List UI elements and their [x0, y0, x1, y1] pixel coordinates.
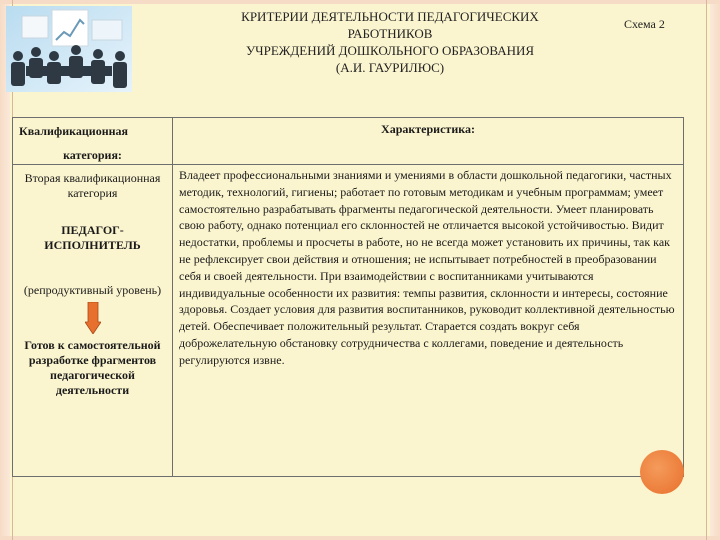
criteria-table: [12, 117, 684, 477]
title-line-3: УЧРЕЖДЕНИЙ ДОШКОЛЬНОГО ОБРАЗОВАНИЯ: [245, 43, 535, 58]
characteristic-cell: Владеет профессиональными знаниями и умениями в области дошкольной педагогики, частных методик, технологий, гигиены; работает по готовым методикам и учебным программам; умеет самостоятельно разрабатывать фрагменты педагогической деятельности. Умеет планировать свою работу, однако потенциал его склонностей не отличается высокой устойчивостью. Видит недостатки, проблемы и просчеты в работе, но не всегда может установить их причины, так как не рефлексирует свои действия и отношения; не испытывает потребностей в преобразовании себя и своей деятельности. При взаимодействии с воспитанниками учитываются индивидуальные особенности их развития: темпы развития, склонности и интересы, состояние здоровья. Создает условия для развития воспитанников, руководит коллективной деятельностью детей. Обеспечивает положительный результат. Старается создать вокруг себя доброжелательную обстановку сотрудничества с коллегами, поведение и деятельность регулируются извне.: [173, 165, 684, 477]
title-line-2: РАБОТНИКОВ: [347, 26, 433, 41]
title-line-1: КРИТЕРИИ ДЕЯТЕЛЬНОСТИ ПЕДАГОГИЧЕСКИХ: [241, 9, 539, 24]
header-qualification-category: [13, 118, 173, 165]
meeting-illustration: [6, 6, 132, 92]
title-line-4: (А.И. ГАУРИЛЮС): [335, 60, 445, 75]
top-border-strip: [0, 0, 720, 4]
table-row: [13, 165, 684, 477]
level-name: (репродуктивный уровень): [23, 283, 162, 297]
header-left-line-2: категория:: [63, 148, 122, 162]
header-left-line-1: Квалификационная: [19, 124, 129, 138]
scheme-label: Схема 2: [624, 17, 665, 31]
table-header-row: [13, 118, 684, 165]
arrow-down-icon: [85, 302, 101, 334]
bottom-border-strip: [0, 536, 720, 540]
page-title: [190, 8, 590, 76]
category-cell: [13, 165, 173, 477]
role-name: ПЕДАГОГ-ИСПОЛНИТЕЛЬ: [44, 223, 141, 252]
category-name: Вторая квалификационная категория: [24, 171, 161, 200]
right-border-strip: [710, 0, 720, 540]
right-frame-line: [706, 0, 707, 540]
header-characteristic: Характеристика:: [173, 118, 684, 165]
decorative-circle: [640, 450, 684, 494]
readiness-text: Готов к самостоятельной разработке фрагментов педагогической деятельности: [24, 338, 161, 397]
